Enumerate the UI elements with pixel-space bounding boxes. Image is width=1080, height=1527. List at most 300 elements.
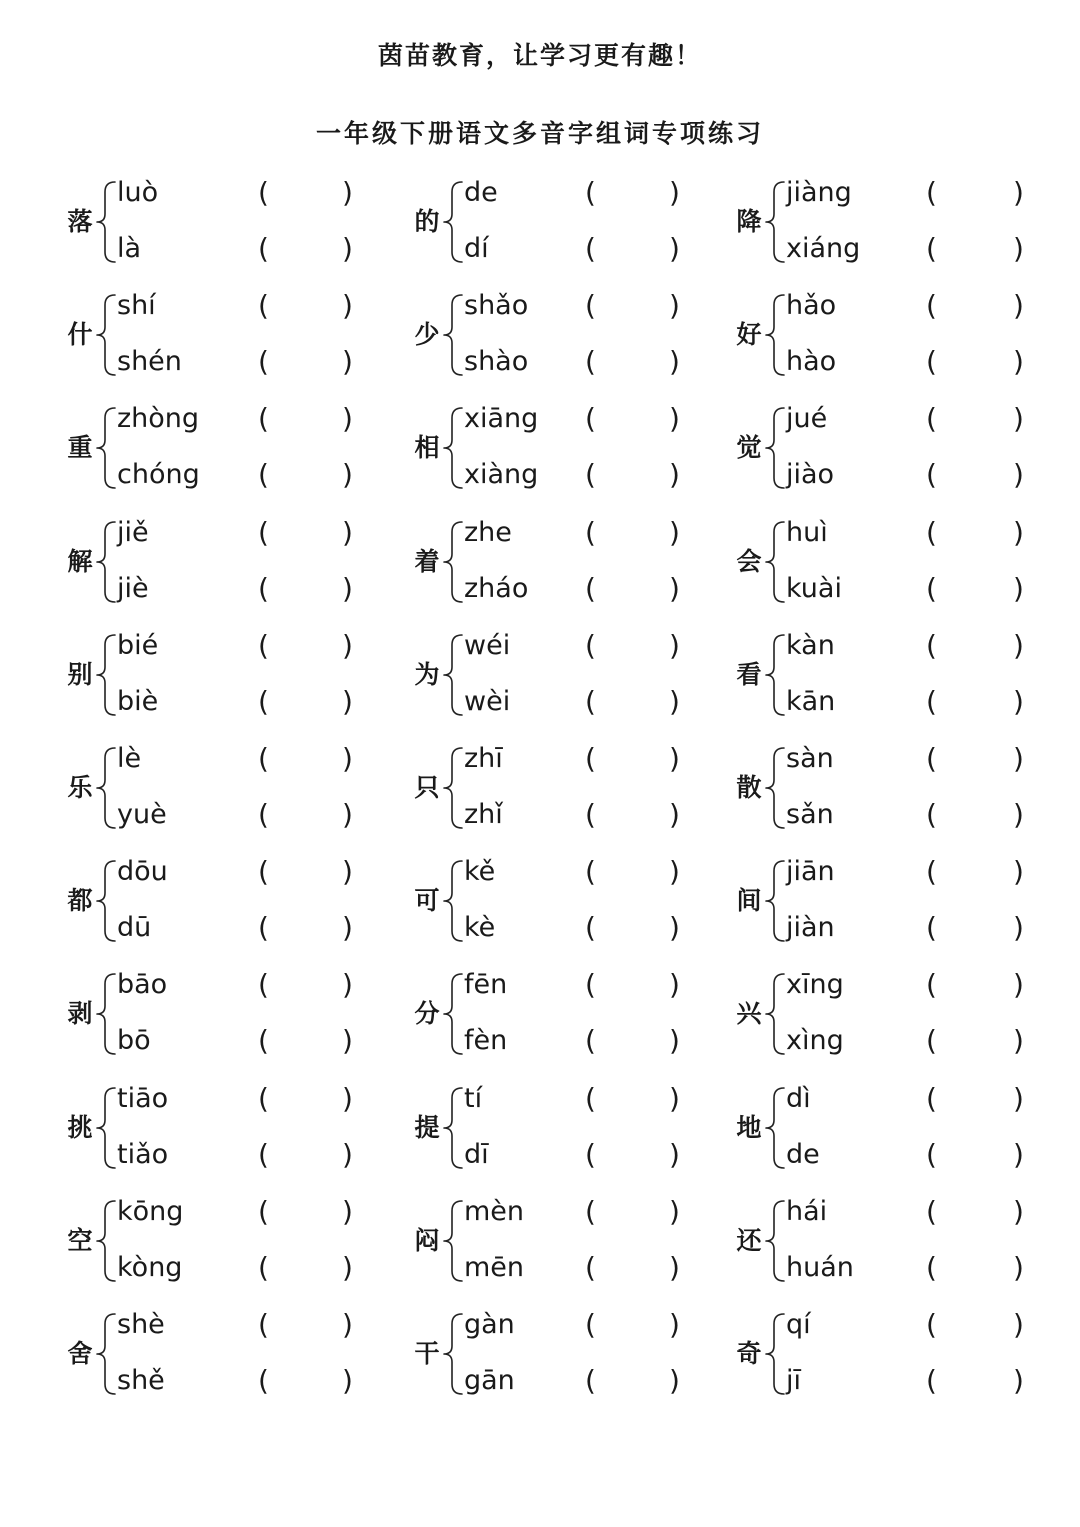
polyphone-entry bbox=[407, 1184, 737, 1297]
brace-icon bbox=[441, 405, 465, 491]
brace-icon bbox=[763, 632, 787, 718]
answer-blank-close-1[interactable]: ) bbox=[1013, 1081, 1024, 1115]
pinyin-reading-2: de bbox=[786, 1138, 820, 1170]
answer-blank-close-1[interactable]: ) bbox=[1013, 628, 1024, 662]
polyphone-character: 好 bbox=[736, 320, 762, 350]
answer-blank-open-1[interactable]: ( bbox=[926, 1308, 937, 1341]
pinyin-reading-2: tiǎo bbox=[117, 1138, 169, 1170]
brace-icon bbox=[763, 745, 787, 831]
answer-blank-close-1[interactable]: ) bbox=[342, 176, 353, 209]
answer-blank-close-2[interactable]: ) bbox=[342, 798, 353, 831]
answer-blank-close-2[interactable]: ) bbox=[1013, 571, 1024, 605]
pinyin-reading-1: wéi bbox=[464, 629, 511, 661]
answer-blank-close-1[interactable]: ) bbox=[342, 1308, 353, 1341]
polyphone-entry bbox=[60, 957, 390, 1070]
pinyin-reading-2: kòng bbox=[117, 1251, 183, 1283]
brace-icon bbox=[441, 519, 465, 605]
answer-blank-open-2[interactable]: ( bbox=[926, 911, 937, 945]
pinyin-reading-2: xìng bbox=[786, 1025, 844, 1057]
brace-icon bbox=[94, 405, 118, 491]
polyphone-entry bbox=[60, 391, 390, 504]
answer-blank-close-1[interactable]: ) bbox=[342, 402, 353, 436]
pinyin-reading-2: là bbox=[117, 233, 142, 264]
brace-icon bbox=[763, 1085, 787, 1171]
brace-icon bbox=[763, 858, 787, 944]
pinyin-reading-1: kě bbox=[464, 856, 496, 888]
answer-blank-close-2[interactable]: ) bbox=[1013, 1137, 1024, 1171]
pinyin-reading-1: zhe bbox=[464, 516, 512, 548]
answer-blank-close-2[interactable]: ) bbox=[669, 232, 680, 265]
answer-blank-close-2[interactable]: ) bbox=[669, 798, 680, 831]
polyphone-character: 都 bbox=[67, 886, 93, 916]
answer-blank-close-1[interactable]: ) bbox=[1013, 1308, 1024, 1341]
polyphone-entry bbox=[60, 618, 390, 731]
brace-icon bbox=[763, 519, 787, 605]
polyphone-entry bbox=[60, 731, 390, 844]
brace-icon bbox=[441, 632, 465, 718]
answer-blank-open-1[interactable]: ( bbox=[585, 968, 596, 1002]
answer-blank-open-2[interactable]: ( bbox=[258, 684, 269, 718]
answer-blank-close-1[interactable]: ) bbox=[1013, 742, 1024, 775]
pinyin-reading-1: jiě bbox=[117, 516, 149, 548]
pinyin-reading-2: jī bbox=[786, 1365, 802, 1396]
answer-blank-open-2[interactable]: ( bbox=[926, 232, 937, 265]
brace-icon bbox=[94, 971, 118, 1057]
pinyin-reading-2: shě bbox=[117, 1365, 165, 1396]
polyphone-entry bbox=[729, 731, 1059, 844]
answer-blank-open-1[interactable]: ( bbox=[926, 1194, 937, 1228]
polyphone-entry bbox=[60, 505, 390, 618]
pinyin-reading-2: fèn bbox=[464, 1025, 508, 1057]
answer-blank-close-1[interactable]: ) bbox=[669, 855, 680, 889]
polyphone-entry bbox=[407, 278, 737, 391]
answer-blank-open-2[interactable]: ( bbox=[585, 798, 596, 831]
pinyin-reading-1: jiàng bbox=[786, 177, 852, 208]
answer-blank-open-1[interactable]: ( bbox=[258, 289, 269, 323]
brace-icon bbox=[763, 1311, 787, 1397]
answer-blank-open-1[interactable]: ( bbox=[926, 968, 937, 1002]
answer-blank-open-1[interactable]: ( bbox=[926, 628, 937, 662]
answer-blank-open-1[interactable]: ( bbox=[585, 289, 596, 323]
pinyin-reading-1: zhòng bbox=[117, 403, 200, 435]
pinyin-reading-1: lè bbox=[117, 743, 142, 774]
pinyin-reading-2: kuài bbox=[786, 572, 842, 604]
brace-icon bbox=[441, 971, 465, 1057]
pinyin-reading-1: jiān bbox=[786, 856, 835, 888]
answer-blank-close-1[interactable]: ) bbox=[669, 1308, 680, 1341]
answer-blank-open-1[interactable]: ( bbox=[258, 515, 269, 549]
answer-blank-open-2[interactable]: ( bbox=[926, 345, 937, 379]
pinyin-reading-2: zhǐ bbox=[464, 799, 503, 830]
pinyin-reading-2: shén bbox=[117, 346, 182, 378]
brace-icon bbox=[94, 858, 118, 944]
polyphone-character: 地 bbox=[736, 1112, 762, 1142]
polyphone-character: 挑 bbox=[67, 1112, 93, 1142]
brace-icon bbox=[94, 745, 118, 831]
polyphone-character: 空 bbox=[67, 1225, 93, 1255]
answer-blank-close-2[interactable]: ) bbox=[342, 1024, 353, 1058]
answer-blank-close-1[interactable]: ) bbox=[669, 742, 680, 775]
answer-blank-close-1[interactable]: ) bbox=[669, 1194, 680, 1228]
answer-blank-open-2[interactable]: ( bbox=[926, 571, 937, 605]
polyphone-entry bbox=[729, 1297, 1059, 1410]
answer-blank-open-2[interactable]: ( bbox=[585, 345, 596, 379]
answer-blank-open-1[interactable]: ( bbox=[258, 968, 269, 1002]
answer-blank-open-1[interactable]: ( bbox=[926, 289, 937, 323]
answer-blank-close-1[interactable]: ) bbox=[1013, 515, 1024, 549]
answer-blank-open-1[interactable]: ( bbox=[926, 742, 937, 775]
polyphone-character: 少 bbox=[414, 320, 440, 350]
answer-blank-open-1[interactable]: ( bbox=[258, 742, 269, 775]
polyphone-entry bbox=[729, 1184, 1059, 1297]
answer-blank-open-1[interactable]: ( bbox=[926, 1081, 937, 1115]
answer-blank-open-1[interactable]: ( bbox=[258, 1308, 269, 1341]
brace-icon bbox=[94, 519, 118, 605]
pinyin-reading-1: kàn bbox=[786, 629, 835, 661]
pinyin-reading-1: shí bbox=[117, 290, 156, 322]
polyphone-entry bbox=[729, 844, 1059, 957]
answer-blank-open-2[interactable]: ( bbox=[585, 911, 596, 945]
polyphone-entry bbox=[407, 618, 737, 731]
polyphone-entry bbox=[729, 165, 1059, 278]
worksheet-title: 一年级下册语文多音字组词专项练习 bbox=[315, 119, 764, 148]
polyphone-entry bbox=[60, 1071, 390, 1184]
polyphone-character: 剥 bbox=[67, 999, 93, 1029]
header-slogan: 茵苗教育，让学习更有趣！ bbox=[377, 41, 702, 70]
answer-blank-open-2[interactable]: ( bbox=[258, 1364, 269, 1397]
polyphone-entry bbox=[729, 505, 1059, 618]
polyphone-character: 落 bbox=[67, 207, 93, 236]
pinyin-reading-1: dì bbox=[786, 1082, 811, 1114]
pinyin-reading-2: kān bbox=[786, 685, 836, 717]
answer-blank-open-2[interactable]: ( bbox=[258, 1024, 269, 1058]
pinyin-reading-2: jiè bbox=[117, 572, 149, 604]
polyphone-entry bbox=[60, 165, 390, 278]
answer-blank-close-2[interactable]: ) bbox=[1013, 1364, 1024, 1397]
answer-blank-open-2[interactable]: ( bbox=[585, 571, 596, 605]
answer-blank-close-1[interactable]: ) bbox=[669, 515, 680, 549]
pinyin-reading-1: kōng bbox=[117, 1195, 184, 1227]
polyphone-entry bbox=[60, 1297, 390, 1410]
polyphone-character: 兴 bbox=[736, 999, 762, 1029]
answer-blank-close-2[interactable]: ) bbox=[1013, 911, 1024, 945]
answer-blank-open-2[interactable]: ( bbox=[926, 1137, 937, 1171]
brace-icon bbox=[94, 1311, 118, 1397]
answer-blank-close-2[interactable]: ) bbox=[342, 1364, 353, 1397]
answer-blank-close-2[interactable]: ) bbox=[669, 684, 680, 718]
answer-blank-open-2[interactable]: ( bbox=[258, 345, 269, 379]
pinyin-reading-2: biè bbox=[117, 685, 159, 717]
answer-blank-close-1[interactable]: ) bbox=[669, 1081, 680, 1115]
pinyin-reading-2: chóng bbox=[117, 459, 200, 491]
polyphone-character: 什 bbox=[67, 320, 93, 350]
answer-blank-open-1[interactable]: ( bbox=[585, 402, 596, 436]
brace-icon bbox=[441, 858, 465, 944]
pinyin-reading-2: zháo bbox=[464, 572, 529, 604]
polyphone-character: 别 bbox=[67, 659, 93, 689]
answer-blank-close-2[interactable]: ) bbox=[1013, 684, 1024, 718]
pinyin-reading-1: mèn bbox=[464, 1195, 525, 1227]
pinyin-reading-2: dū bbox=[117, 912, 152, 944]
answer-blank-close-1[interactable]: ) bbox=[1013, 855, 1024, 889]
pinyin-reading-2: jiào bbox=[786, 459, 835, 491]
answer-blank-close-1[interactable]: ) bbox=[1013, 289, 1024, 323]
pinyin-reading-1: qí bbox=[786, 1309, 811, 1340]
pinyin-reading-1: hǎo bbox=[786, 290, 837, 322]
answer-blank-close-1[interactable]: ) bbox=[1013, 402, 1024, 436]
polyphone-character: 解 bbox=[67, 546, 93, 576]
polyphone-character: 觉 bbox=[736, 433, 762, 463]
polyphone-entry bbox=[729, 391, 1059, 504]
answer-blank-open-2[interactable]: ( bbox=[926, 798, 937, 831]
answer-blank-close-2[interactable]: ) bbox=[669, 345, 680, 379]
pinyin-reading-2: gān bbox=[464, 1365, 515, 1396]
answer-blank-open-1[interactable]: ( bbox=[585, 855, 596, 889]
polyphone-entry bbox=[407, 165, 737, 278]
brace-icon bbox=[94, 292, 118, 378]
polyphone-character: 降 bbox=[736, 207, 762, 236]
answer-blank-open-2[interactable]: ( bbox=[585, 1364, 596, 1397]
polyphone-character: 只 bbox=[414, 773, 440, 802]
polyphone-character: 的 bbox=[414, 207, 440, 236]
pinyin-reading-1: shǎo bbox=[464, 290, 529, 322]
brace-icon bbox=[441, 292, 465, 378]
polyphone-entry bbox=[729, 618, 1059, 731]
pinyin-reading-1: dōu bbox=[117, 856, 168, 888]
polyphone-entry bbox=[60, 844, 390, 957]
answer-blank-close-2[interactable]: ) bbox=[669, 1250, 680, 1284]
pinyin-reading-1: xiāng bbox=[464, 403, 539, 435]
answer-blank-open-1[interactable]: ( bbox=[585, 1308, 596, 1341]
answer-blank-close-2[interactable]: ) bbox=[669, 458, 680, 492]
polyphone-entry bbox=[407, 1071, 737, 1184]
answer-blank-open-2[interactable]: ( bbox=[926, 1250, 937, 1284]
brace-icon bbox=[94, 632, 118, 718]
polyphone-entry bbox=[407, 391, 737, 504]
pinyin-reading-2: dī bbox=[464, 1138, 489, 1170]
answer-blank-close-1[interactable]: ) bbox=[342, 1194, 353, 1228]
answer-blank-open-2[interactable]: ( bbox=[926, 458, 937, 492]
polyphone-entry bbox=[60, 278, 390, 391]
brace-icon bbox=[763, 405, 787, 491]
answer-blank-open-1[interactable]: ( bbox=[258, 402, 269, 436]
answer-blank-open-1[interactable]: ( bbox=[926, 402, 937, 436]
pinyin-reading-2: yuè bbox=[117, 799, 167, 830]
brace-icon bbox=[441, 745, 465, 831]
answer-blank-close-2[interactable]: ) bbox=[342, 1250, 353, 1284]
answer-blank-open-2[interactable]: ( bbox=[258, 1137, 269, 1171]
answer-blank-open-1[interactable]: ( bbox=[585, 1081, 596, 1115]
answer-blank-close-1[interactable]: ) bbox=[1013, 1194, 1024, 1228]
answer-blank-close-1[interactable]: ) bbox=[669, 628, 680, 662]
answer-blank-close-1[interactable]: ) bbox=[342, 968, 353, 1002]
brace-icon bbox=[94, 1198, 118, 1284]
answer-blank-close-2[interactable]: ) bbox=[342, 458, 353, 492]
answer-blank-open-1[interactable]: ( bbox=[926, 855, 937, 889]
polyphone-entry bbox=[407, 731, 737, 844]
pinyin-reading-1: tiāo bbox=[117, 1082, 169, 1114]
pinyin-reading-2: bō bbox=[117, 1025, 151, 1057]
answer-blank-close-1[interactable]: ) bbox=[669, 968, 680, 1002]
answer-blank-close-2[interactable]: ) bbox=[669, 571, 680, 605]
answer-blank-close-2[interactable]: ) bbox=[342, 232, 353, 265]
answer-blank-close-2[interactable]: ) bbox=[1013, 1024, 1024, 1058]
brace-icon bbox=[94, 1085, 118, 1171]
answer-blank-close-2[interactable]: ) bbox=[342, 1137, 353, 1171]
answer-blank-open-1[interactable]: ( bbox=[258, 628, 269, 662]
brace-icon bbox=[441, 179, 465, 265]
polyphone-entry bbox=[407, 844, 737, 957]
polyphone-character: 可 bbox=[414, 886, 440, 916]
answer-blank-open-2[interactable]: ( bbox=[585, 1024, 596, 1058]
brace-icon bbox=[441, 1085, 465, 1171]
answer-blank-close-1[interactable]: ) bbox=[342, 742, 353, 775]
answer-blank-close-1[interactable]: ) bbox=[669, 289, 680, 323]
polyphone-character: 着 bbox=[414, 546, 440, 576]
pinyin-reading-1: de bbox=[464, 177, 498, 208]
pinyin-reading-1: gàn bbox=[464, 1309, 515, 1340]
answer-blank-open-1[interactable]: ( bbox=[258, 176, 269, 209]
pinyin-reading-2: hào bbox=[786, 346, 837, 378]
brace-icon bbox=[441, 1198, 465, 1284]
answer-blank-close-1[interactable]: ) bbox=[669, 402, 680, 436]
polyphone-character: 还 bbox=[736, 1225, 762, 1255]
pinyin-reading-1: bāo bbox=[117, 969, 168, 1001]
answer-blank-open-2[interactable]: ( bbox=[585, 232, 596, 265]
polyphone-entry bbox=[729, 957, 1059, 1070]
answer-blank-close-2[interactable]: ) bbox=[342, 345, 353, 379]
answer-blank-open-2[interactable]: ( bbox=[585, 1137, 596, 1171]
brace-icon bbox=[763, 1198, 787, 1284]
polyphone-entry bbox=[407, 505, 737, 618]
brace-icon bbox=[763, 292, 787, 378]
answer-blank-close-1[interactable]: ) bbox=[342, 289, 353, 323]
answer-blank-close-2[interactable]: ) bbox=[1013, 1250, 1024, 1284]
pinyin-reading-1: xīng bbox=[786, 969, 844, 1001]
brace-icon bbox=[763, 179, 787, 265]
brace-icon bbox=[94, 179, 118, 265]
polyphone-character: 干 bbox=[414, 1339, 440, 1368]
polyphone-character: 舍 bbox=[67, 1339, 93, 1368]
answer-blank-open-2[interactable]: ( bbox=[585, 1250, 596, 1284]
polyphone-entry bbox=[407, 1297, 737, 1410]
polyphone-character: 分 bbox=[414, 999, 440, 1029]
answer-blank-close-2[interactable]: ) bbox=[342, 571, 353, 605]
pinyin-reading-2: mēn bbox=[464, 1251, 525, 1283]
answer-blank-open-1[interactable]: ( bbox=[258, 1194, 269, 1228]
answer-blank-close-2[interactable]: ) bbox=[669, 911, 680, 945]
polyphone-character: 乐 bbox=[67, 773, 93, 802]
answer-blank-open-1[interactable]: ( bbox=[926, 176, 937, 209]
answer-blank-open-1[interactable]: ( bbox=[585, 176, 596, 209]
polyphone-character: 间 bbox=[736, 886, 762, 916]
answer-blank-open-2[interactable]: ( bbox=[258, 232, 269, 265]
pinyin-reading-2: huán bbox=[786, 1251, 854, 1283]
polyphone-character: 重 bbox=[67, 433, 93, 463]
answer-blank-close-2[interactable]: ) bbox=[669, 1024, 680, 1058]
answer-blank-open-1[interactable]: ( bbox=[585, 742, 596, 775]
answer-blank-close-2[interactable]: ) bbox=[1013, 798, 1024, 831]
pinyin-reading-1: jué bbox=[786, 403, 828, 435]
answer-blank-close-2[interactable]: ) bbox=[1013, 458, 1024, 492]
answer-blank-open-2[interactable]: ( bbox=[926, 1364, 937, 1397]
polyphone-character: 散 bbox=[736, 773, 762, 802]
answer-blank-open-2[interactable]: ( bbox=[258, 911, 269, 945]
answer-blank-close-1[interactable]: ) bbox=[1013, 176, 1024, 209]
answer-blank-close-2[interactable]: ) bbox=[669, 1364, 680, 1397]
pinyin-reading-2: xiáng bbox=[786, 233, 861, 264]
pinyin-reading-1: zhī bbox=[464, 743, 503, 774]
polyphone-entry bbox=[729, 278, 1059, 391]
pinyin-reading-2: jiàn bbox=[786, 912, 835, 944]
answer-blank-open-2[interactable]: ( bbox=[258, 1250, 269, 1284]
answer-blank-close-2[interactable]: ) bbox=[342, 911, 353, 945]
answer-blank-open-1[interactable]: ( bbox=[585, 628, 596, 662]
answer-blank-close-1[interactable]: ) bbox=[342, 515, 353, 549]
pinyin-reading-2: xiàng bbox=[464, 459, 539, 491]
brace-icon bbox=[763, 971, 787, 1057]
pinyin-reading-1: tí bbox=[464, 1082, 483, 1114]
answer-blank-close-1[interactable]: ) bbox=[342, 628, 353, 662]
pinyin-reading-1: luò bbox=[117, 177, 159, 208]
answer-blank-open-1[interactable]: ( bbox=[585, 1194, 596, 1228]
pinyin-reading-2: wèi bbox=[464, 685, 511, 717]
answer-blank-close-1[interactable]: ) bbox=[669, 176, 680, 209]
answer-blank-open-1[interactable]: ( bbox=[926, 515, 937, 549]
pinyin-reading-1: hái bbox=[786, 1195, 828, 1227]
answer-blank-close-1[interactable]: ) bbox=[342, 855, 353, 889]
pinyin-reading-1: shè bbox=[117, 1309, 165, 1340]
pinyin-reading-2: sǎn bbox=[786, 799, 834, 830]
pinyin-reading-1: fēn bbox=[464, 969, 508, 1001]
answer-blank-open-1[interactable]: ( bbox=[258, 1081, 269, 1115]
answer-blank-close-2[interactable]: ) bbox=[1013, 232, 1024, 265]
polyphone-character: 相 bbox=[414, 433, 440, 463]
pinyin-reading-2: shào bbox=[464, 346, 529, 378]
answer-blank-open-2[interactable]: ( bbox=[258, 798, 269, 831]
answer-blank-open-2[interactable]: ( bbox=[926, 684, 937, 718]
answer-blank-close-2[interactable]: ) bbox=[342, 684, 353, 718]
answer-blank-close-1[interactable]: ) bbox=[1013, 968, 1024, 1002]
pinyin-reading-2: dí bbox=[464, 233, 489, 264]
polyphone-character: 闷 bbox=[414, 1225, 440, 1255]
answer-blank-open-2[interactable]: ( bbox=[258, 458, 269, 492]
pinyin-reading-1: sàn bbox=[786, 743, 834, 774]
pinyin-reading-2: kè bbox=[464, 912, 496, 944]
polyphone-character: 提 bbox=[414, 1112, 440, 1142]
polyphone-entry bbox=[729, 1071, 1059, 1184]
answer-blank-open-2[interactable]: ( bbox=[258, 571, 269, 605]
polyphone-character: 会 bbox=[736, 546, 762, 576]
polyphone-entry bbox=[407, 957, 737, 1070]
pinyin-reading-1: bié bbox=[117, 629, 159, 661]
answer-blank-open-2[interactable]: ( bbox=[585, 458, 596, 492]
answer-blank-open-1[interactable]: ( bbox=[585, 515, 596, 549]
pinyin-reading-1: huì bbox=[786, 516, 828, 548]
answer-blank-close-2[interactable]: ) bbox=[669, 1137, 680, 1171]
polyphone-character: 为 bbox=[414, 659, 440, 689]
answer-blank-close-2[interactable]: ) bbox=[1013, 345, 1024, 379]
brace-icon bbox=[441, 1311, 465, 1397]
answer-blank-open-2[interactable]: ( bbox=[926, 1024, 937, 1058]
exercise-grid bbox=[0, 165, 1080, 1410]
answer-blank-open-2[interactable]: ( bbox=[585, 684, 596, 718]
answer-blank-close-1[interactable]: ) bbox=[342, 1081, 353, 1115]
answer-blank-open-1[interactable]: ( bbox=[258, 855, 269, 889]
polyphone-entry bbox=[60, 1184, 390, 1297]
polyphone-character: 看 bbox=[736, 659, 762, 689]
polyphone-character: 奇 bbox=[736, 1339, 762, 1368]
